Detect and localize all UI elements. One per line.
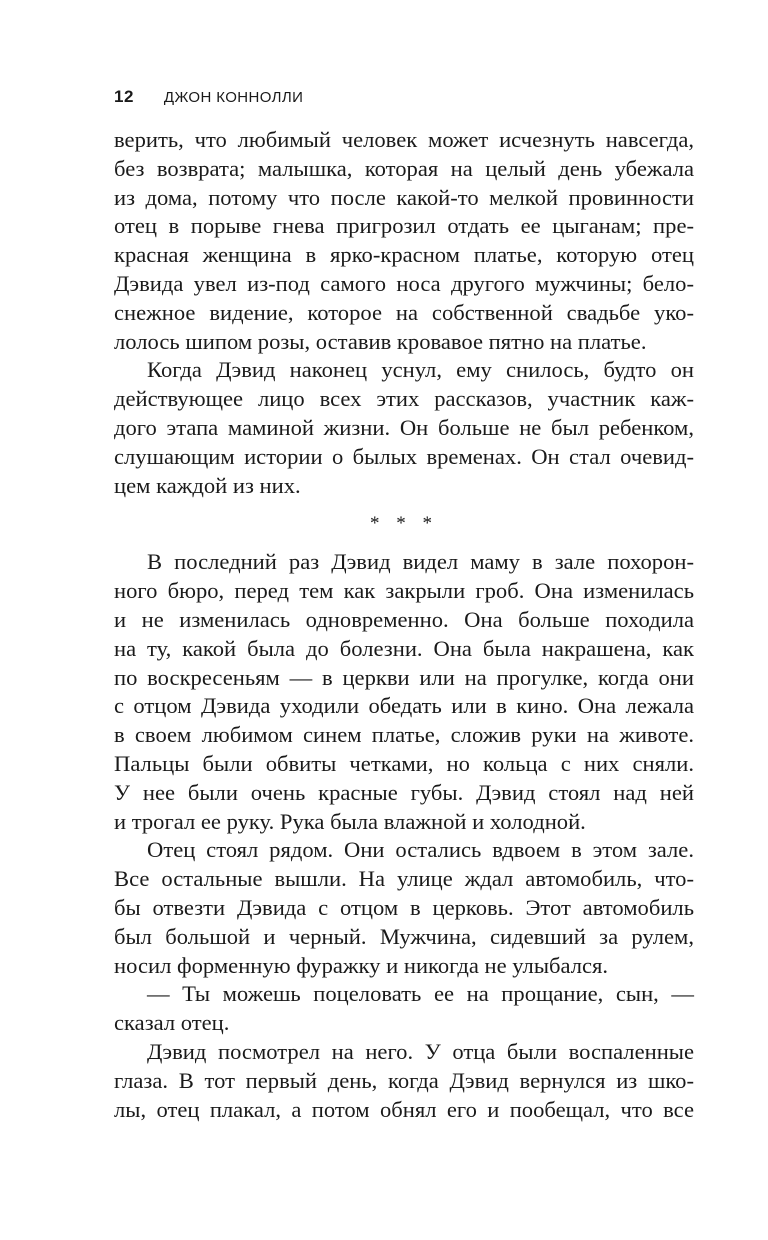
paragraph <box>114 1038 694 1124</box>
text-line: действующее лицо всех этих рассказов, участник каж- <box>114 386 694 412</box>
running-head: ДЖОН КОННОЛЛИ <box>163 88 304 106</box>
text-line: слушающим истории о былых временах. Он стал очевид- <box>114 443 694 469</box>
text-line: цем каждой из них. <box>114 472 301 498</box>
text-line: верить, что любимый человек может исчезнуть навсегда, <box>114 127 694 152</box>
text-line: Дэвид посмотрел на него. У отца были воспаленные <box>147 1038 694 1064</box>
section-separator: * * * <box>370 513 438 535</box>
text-line: сказал отец. <box>114 1010 230 1036</box>
paragraph <box>114 548 694 836</box>
text-line: У нее были очень красные губы. Дэвид стоял над ней <box>114 779 694 805</box>
text-line: по воскресеньям — в церкви или на прогулке, когда они <box>114 664 694 690</box>
text-line: глаза. В тот первый день, когда Дэвид вернулся из шко- <box>114 1067 694 1093</box>
text-line: отец в порыве гнева пригрозил отдать ее цыганам; пре- <box>114 213 694 239</box>
text-line: ного бюро, перед тем как закрыли гроб. Она изменилась <box>114 578 694 604</box>
text-line: снежное видение, которое на собственной свадьбе уко- <box>114 299 694 325</box>
text-line: лолось шипом розы, оставив кровавое пятно на платье. <box>114 328 647 354</box>
paragraph <box>114 980 694 1038</box>
body-text <box>114 126 694 1124</box>
text-line: Дэвида увел из-под самого носа другого мужчины; бело- <box>114 270 694 296</box>
text-line: Пальцы были обвиты четками, но кольца с них сняли. <box>114 750 694 776</box>
text-line: в своем любимом синем платье, сложив руки на животе. <box>114 722 694 748</box>
text-line: с отцом Дэвида уходили обедать или в кино. Она лежала <box>114 693 694 719</box>
text-line: Все остальные вышли. На улице ждал автомобиль, что- <box>114 866 694 892</box>
text-line: Когда Дэвид наконец уснул, ему снилось, будто он <box>147 357 694 383</box>
text-line: без возврата; малышка, которая на целый день убежала <box>114 155 694 181</box>
paragraph <box>114 836 694 980</box>
text-line: и трогал ее руку. Рука была влажной и холодной. <box>114 808 586 834</box>
text-line: В последний раз Дэвид видел маму в зале похорон- <box>147 549 694 575</box>
text-line: бы отвезти Дэвида с отцом в церковь. Этот автомобиль <box>114 894 694 920</box>
text-line: дого этапа маминой жизни. Он больше не был ребенком, <box>114 414 694 440</box>
text-line: — Ты можешь поцеловать ее на прощание, сын, — <box>147 981 694 1007</box>
text-line: носил форменную фуражку и никогда не улыбался. <box>114 952 609 978</box>
page-number: 12 <box>114 87 134 106</box>
paragraph <box>114 356 694 500</box>
paragraph <box>114 126 694 356</box>
text-line: Отец стоял рядом. Они остались вдвоем в этом зале. <box>147 837 694 863</box>
text-line: из дома, потому что после какой-то мелкой провинности <box>114 184 694 210</box>
text-line: лы, отец плакал, а потом обнял его и пообещал, что все <box>114 1096 694 1122</box>
text-line: красная женщина в ярко-красном платье, которую отец <box>114 242 694 268</box>
text-line: и не изменилась одновременно. Она больше походила <box>114 606 694 632</box>
text-line: был большой и черный. Мужчина, сидевший за рулем, <box>114 923 694 949</box>
text-line: на ту, какой была до болезни. Она была накрашена, как <box>114 635 694 661</box>
page-header <box>114 84 694 110</box>
